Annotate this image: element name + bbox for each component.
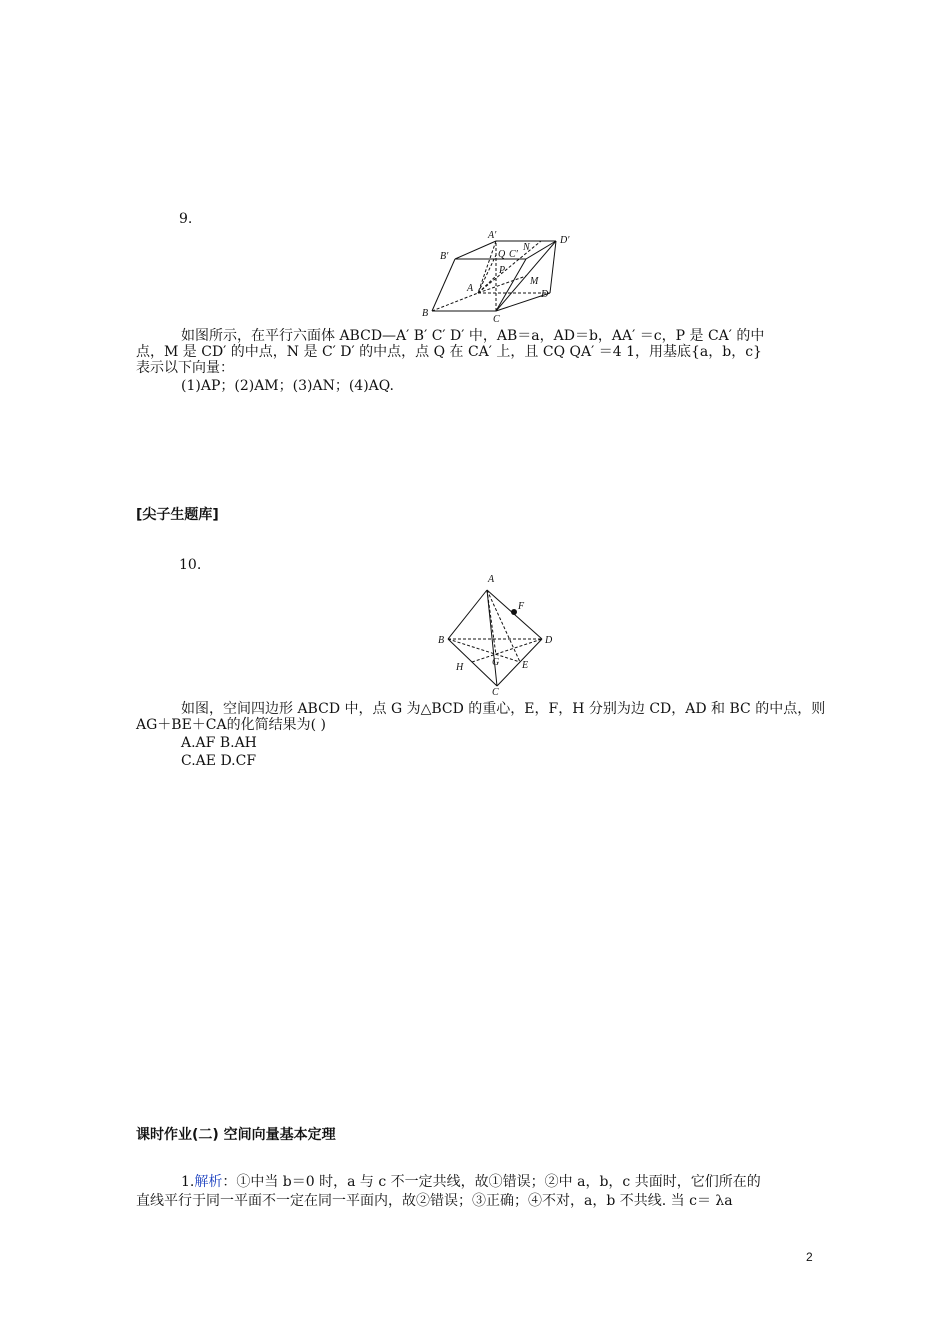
- label-E: E: [522, 660, 529, 671]
- q10-text-line2: AG＋BE＋CA的化简结果为( ): [136, 717, 326, 733]
- parallelepiped-figure: [420, 228, 590, 323]
- label-C1: C′: [509, 249, 518, 260]
- q10-options-row1: A.AF B.AH: [181, 735, 257, 751]
- q9-text-line3: 表示以下向量：: [136, 360, 234, 376]
- label-D1: D′: [560, 235, 570, 246]
- answer1-line1: [181, 1173, 761, 1191]
- answer1-line2: 直线平行于同一平面不一定在同一平面内，故②错误；③正确；④不对，a，b 不共线. 当 c＝ λa: [136, 1193, 733, 1209]
- label-M: M: [530, 276, 539, 287]
- section-heading: [尖子生题库]: [136, 507, 219, 523]
- analysis-label: 解析: [194, 1174, 223, 1190]
- label-C: C: [492, 687, 499, 698]
- q10-number: 10.: [179, 557, 202, 573]
- q10-options-row2: C.AE D.CF: [181, 753, 257, 769]
- label-A1: A′: [488, 230, 497, 241]
- label-C: C: [493, 314, 500, 325]
- q9-text-line4: (1)AP；(2)AM；(3)AN；(4)AQ.: [181, 378, 395, 394]
- label-A: A: [467, 283, 474, 294]
- label-B: B: [422, 308, 429, 319]
- homework-title: 课时作业(二) 空间向量基本定理: [136, 1127, 336, 1143]
- label-F: F: [518, 601, 525, 612]
- q9-text-line2: 点，M 是 CD′ 的中点，N 是 C′ D′ 的中点，点 Q 在 CA′ 上，且 CQ QA′ ＝4 1，用基底{a，b，c}: [136, 344, 762, 360]
- label-D: D: [541, 289, 549, 300]
- label-H: H: [456, 662, 464, 673]
- answer1-line1-rest: ：①中当 b＝0 时，a 与 c 不一定共线，故①错误；②中 a，b，c 共面时，它们所在的: [222, 1174, 761, 1190]
- label-G: G: [492, 657, 500, 668]
- label-B1: B′: [440, 251, 449, 262]
- q9-text-line1: 如图所示，在平行六面体 ABCD—A′ B′ C′ D′ 中，AB＝a，AD＝b，AA′ ＝c，P 是 CA′ 的中: [181, 328, 765, 344]
- label-A: A: [488, 574, 495, 585]
- label-Q: Q: [498, 249, 506, 260]
- page-number: 2: [806, 1250, 813, 1264]
- tetrahedron-figure: [430, 572, 560, 697]
- q10-text-line1: 如图，空间四边形 ABCD 中，点 G 为△BCD 的重心，E，F，H 分别为边 CD，AD 和 BC 的中点，则: [181, 701, 826, 717]
- label-N: N: [523, 242, 530, 253]
- label-P: P: [499, 265, 506, 276]
- q9-number: 9.: [179, 211, 193, 227]
- label-D: D: [545, 635, 553, 646]
- label-B: B: [438, 635, 445, 646]
- answer1-number: 1.: [181, 1174, 195, 1190]
